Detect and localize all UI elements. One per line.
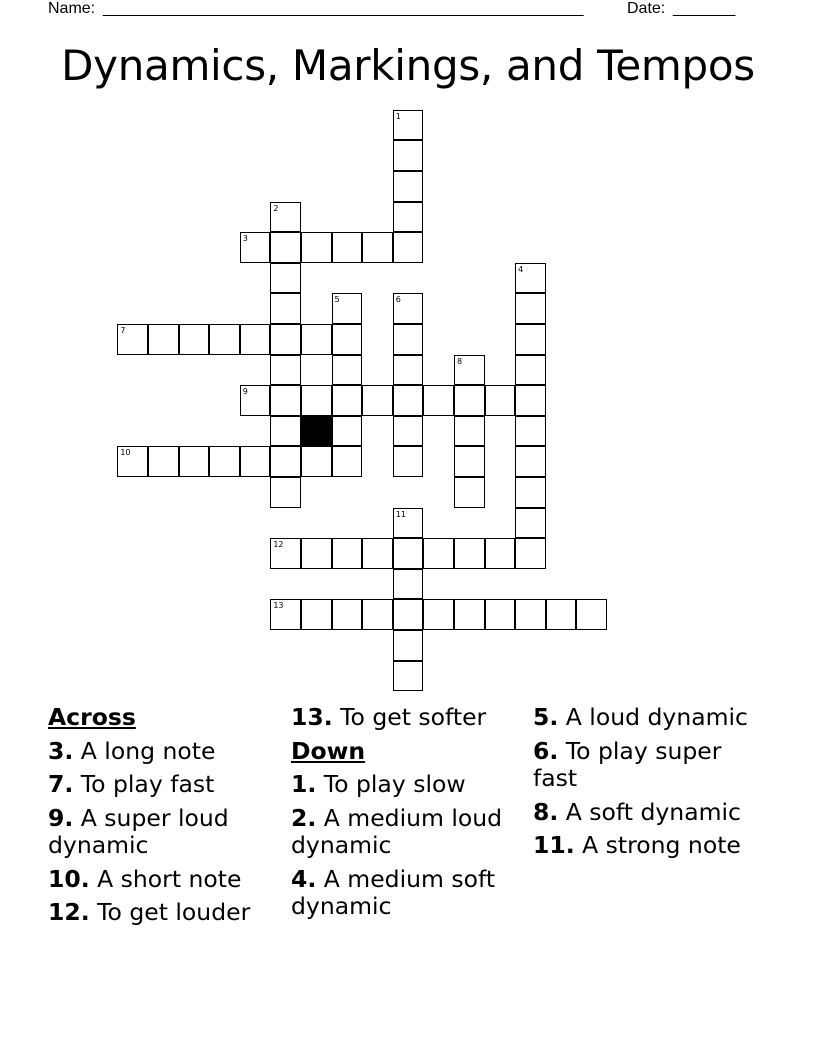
crossword-cell[interactable] (240, 232, 271, 263)
cell-number: 7 (120, 325, 126, 335)
clue-text: A medium soft dynamic (291, 864, 496, 920)
cell-number: 10 (120, 448, 131, 458)
clue-across-10 (48, 866, 278, 894)
crossword-cell[interactable] (332, 446, 363, 477)
crossword-cell[interactable] (515, 293, 546, 324)
clue-number: 8. (533, 797, 559, 826)
cell-number: 3 (242, 234, 248, 244)
clue-text: To play fast (80, 770, 215, 798)
clue-down-8 (533, 799, 763, 827)
crossword-cell[interactable] (209, 324, 240, 355)
crossword-cell[interactable] (515, 538, 546, 569)
clue-text: A short note (97, 864, 242, 893)
cell-number: 6 (395, 295, 401, 305)
crossword-cell[interactable] (270, 355, 301, 386)
crossword-cell[interactable] (485, 538, 516, 569)
cell-number: 1 (395, 111, 401, 121)
crossword-cell[interactable] (332, 355, 363, 386)
clue-number: 6. (533, 736, 559, 765)
page-title: Dynamics, Markings, and Tempos (61, 41, 755, 90)
clue-number: 3. (48, 736, 74, 765)
crossword-cell[interactable] (270, 477, 301, 508)
clues-column-3 (533, 704, 763, 866)
crossword-cell[interactable] (332, 385, 363, 416)
crossword-cell[interactable] (270, 232, 301, 263)
crossword-cell[interactable] (179, 324, 210, 355)
crossword-cell[interactable] (117, 446, 148, 477)
clue-number: 4. (291, 864, 317, 893)
crossword-cell[interactable] (454, 416, 485, 447)
across-heading: Across (48, 703, 136, 731)
clue-number: 2. (291, 803, 317, 832)
crossword-cell[interactable] (148, 324, 179, 355)
crossword-cell[interactable] (423, 599, 454, 630)
clue-text: To play super fast (533, 736, 722, 792)
crossword-cell[interactable] (515, 477, 546, 508)
name-label: Name: (48, 0, 96, 17)
name-field[interactable]: ______________________________________________________ (103, 0, 584, 17)
crossword-cell[interactable] (515, 508, 546, 539)
crossword-cell[interactable] (301, 538, 332, 569)
crossword-cell[interactable] (240, 324, 271, 355)
crossword-cell[interactable] (515, 385, 546, 416)
crossword-cell[interactable] (117, 324, 148, 355)
cell-number: 4 (518, 264, 524, 274)
crossword-cell[interactable] (393, 202, 424, 233)
cell-number: 8 (456, 356, 463, 366)
clue-number: 5. (533, 703, 559, 731)
crossword-cell[interactable] (270, 416, 301, 447)
clue-text: A strong note (582, 831, 741, 859)
crossword-cell[interactable] (393, 293, 424, 324)
clue-number: 11. (533, 831, 575, 859)
crossword-cell[interactable] (332, 293, 363, 324)
clues-column-2 (291, 704, 526, 927)
crossword-cell[interactable] (301, 324, 332, 355)
crossword-cell[interactable] (393, 416, 424, 447)
clue-text: A super loud dynamic (48, 803, 229, 859)
crossword-cell[interactable] (362, 538, 393, 569)
clue-text: A soft dynamic (565, 797, 741, 826)
crossword-cell[interactable] (270, 385, 301, 416)
crossword-cell[interactable] (148, 446, 179, 477)
crossword-cell[interactable] (393, 140, 424, 171)
crossword-cell[interactable] (270, 446, 301, 477)
crossword-cell[interactable] (393, 385, 424, 416)
crossword-cell[interactable] (301, 385, 332, 416)
crossword-cell[interactable] (332, 416, 363, 447)
cell-number: 9 (242, 387, 248, 397)
crossword-cell[interactable] (332, 232, 363, 263)
clue-across-7 (48, 771, 278, 799)
header (48, 0, 748, 20)
clue-across-13 (291, 704, 526, 732)
crossword-cell[interactable] (515, 599, 546, 630)
crossword-cell[interactable] (515, 263, 546, 294)
crossword-cell[interactable] (240, 385, 271, 416)
down-heading: Down (291, 736, 366, 765)
clue-across-9 (48, 805, 278, 860)
crossword-cell[interactable] (393, 171, 424, 202)
crossword-cell[interactable] (270, 538, 301, 569)
crossword-cell[interactable] (576, 599, 607, 630)
crossword-cell[interactable] (393, 355, 424, 386)
crossword-cell[interactable] (270, 202, 301, 233)
date-label: Date: (627, 0, 666, 17)
crossword-cell[interactable] (301, 232, 332, 263)
crossword-cell[interactable] (423, 538, 454, 569)
crossword-cell[interactable] (393, 110, 424, 141)
crossword-cell[interactable] (332, 599, 363, 630)
crossword-cell[interactable] (270, 293, 301, 324)
clue-text: A loud dynamic (565, 703, 748, 731)
crossword-cell[interactable] (209, 446, 240, 477)
black-cell (301, 416, 332, 447)
crossword-cell[interactable] (515, 355, 546, 386)
crossword-cell[interactable] (179, 446, 210, 477)
crossword-cell[interactable] (454, 599, 485, 630)
clue-number: 10. (48, 864, 90, 893)
crossword-cell[interactable] (515, 446, 546, 477)
crossword-cell[interactable] (454, 538, 485, 569)
crossword-cell[interactable] (515, 416, 546, 447)
clue-number: 9. (48, 803, 74, 832)
crossword-cell[interactable] (485, 599, 516, 630)
crossword-cell[interactable] (454, 355, 485, 386)
clue-text: A medium loud dynamic (291, 803, 503, 859)
crossword-cell[interactable] (423, 385, 454, 416)
crossword-cell[interactable] (332, 324, 363, 355)
crossword-cell[interactable] (393, 599, 424, 630)
clue-down-6 (533, 738, 763, 793)
cell-number: 12 (273, 540, 284, 550)
clue-down-5 (533, 704, 763, 732)
clue-text: To get softer (340, 703, 487, 731)
clue-text: A long note (80, 736, 216, 765)
crossword-cell[interactable] (454, 477, 485, 508)
crossword-cell[interactable] (485, 385, 516, 416)
crossword-cell[interactable] (393, 324, 424, 355)
clue-number: 12. (48, 898, 90, 926)
crossword-cell[interactable] (362, 385, 393, 416)
crossword-cell[interactable] (393, 538, 424, 569)
clues-column-1 (48, 704, 278, 933)
cell-number: 11 (395, 509, 406, 519)
crossword-cell[interactable] (393, 569, 424, 600)
crossword-cell[interactable] (393, 232, 424, 263)
crossword-cell[interactable] (393, 661, 424, 692)
crossword-cell[interactable] (362, 599, 393, 630)
clue-number: 7. (48, 770, 74, 798)
crossword-cell[interactable] (240, 446, 271, 477)
cell-number: 13 (273, 601, 284, 611)
cell-number: 5 (334, 295, 340, 305)
crossword-cell[interactable] (515, 324, 546, 355)
crossword-cell[interactable] (270, 263, 301, 294)
crossword-cell[interactable] (332, 538, 363, 569)
clue-across-3 (48, 738, 278, 766)
clue-text: To get louder (97, 898, 251, 926)
clue-down-1 (291, 771, 526, 799)
crossword-cell[interactable] (546, 599, 577, 630)
crossword-cell[interactable] (270, 599, 301, 630)
clue-number: 13. (291, 703, 333, 731)
crossword-cell[interactable] (393, 446, 424, 477)
crossword-cell[interactable] (393, 508, 424, 539)
clue-down-2 (291, 805, 526, 860)
clue-down-11 (533, 832, 763, 860)
crossword-cell[interactable] (454, 385, 485, 416)
crossword-cell[interactable] (393, 630, 424, 661)
clue-text: To play slow (323, 770, 466, 798)
clue-down-4 (291, 866, 526, 921)
clue-number: 1. (291, 770, 317, 798)
crossword-cell[interactable] (301, 599, 332, 630)
clue-across-12 (48, 899, 278, 927)
crossword-cell[interactable] (301, 446, 332, 477)
cell-number: 2 (273, 203, 279, 213)
crossword-cell[interactable] (454, 446, 485, 477)
date-field[interactable]: _______ (673, 0, 736, 17)
crossword-cell[interactable] (270, 324, 301, 355)
crossword-cell[interactable] (362, 232, 393, 263)
